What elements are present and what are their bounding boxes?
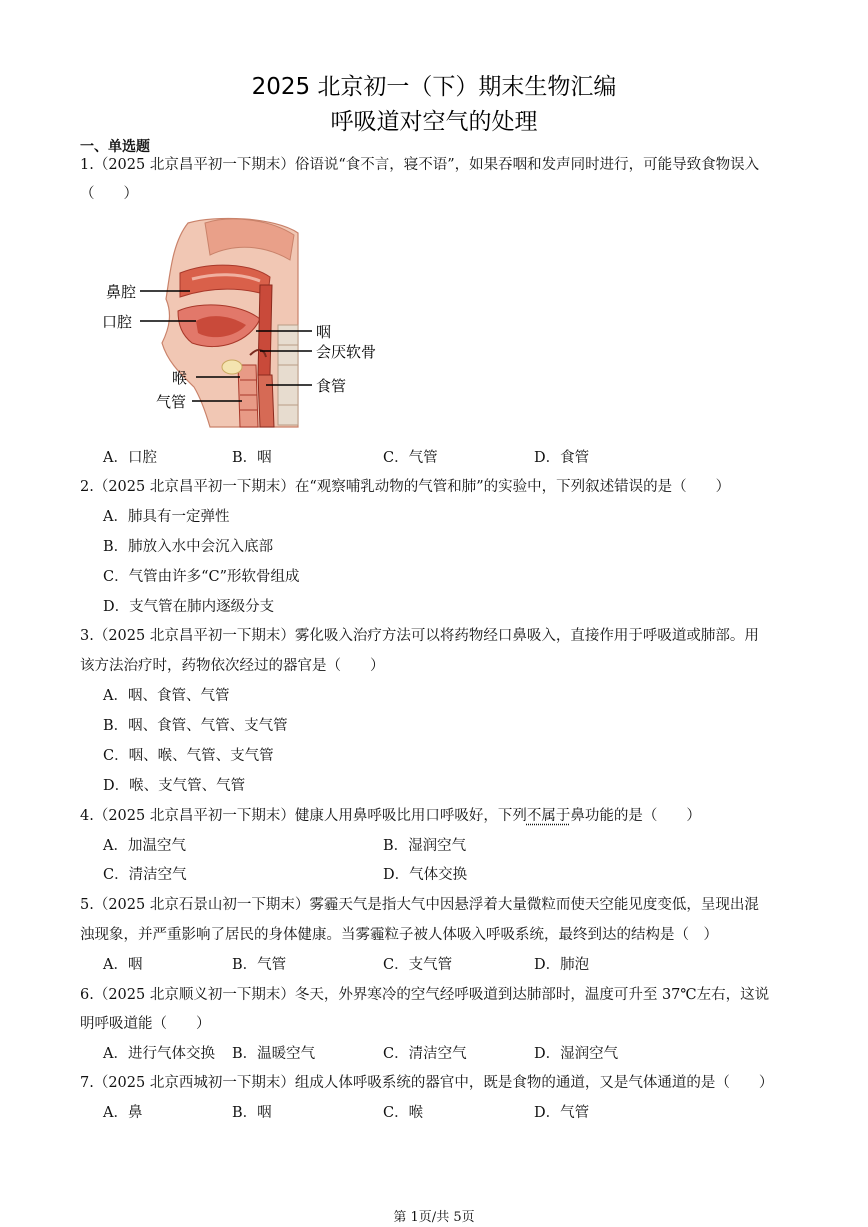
q6-option-d[interactable]: D．湿润空气	[534, 1046, 619, 1062]
q6-option-b[interactable]: B．温暖空气	[232, 1046, 316, 1062]
label-epiglottis: 会厌软骨	[316, 343, 377, 361]
section-heading: 一、单选题	[80, 139, 150, 155]
question-6-text: 6.（2025 北京顺义初一下期末）冬天，外界寒冷的空气经呼吸道到达肺部时，温度可升至 37℃左右，这说	[80, 987, 770, 1003]
question-1-text: 1.（2025 北京昌平初一下期末）俗语说“食不言，寝不语”，如果吞咽和发声同时进行，可能导致食物误入	[80, 157, 760, 173]
question-5-text: 5.（2025 北京石景山初一下期末）雾霾天气是指大气中因悬浮着大量微粒而使天空能见度变低，呈现出混	[80, 897, 759, 913]
q4-option-a[interactable]: A．加温空气	[103, 838, 186, 854]
q2-option-d[interactable]: D．支气管在肺内逐级分支	[103, 599, 275, 615]
question-4-text	[80, 806, 701, 826]
question-4-text-pre: 4.（2025 北京昌平初一下期末）健康人用鼻呼吸比用口呼吸好，下列	[80, 808, 527, 824]
question-5-text-cont: 浊现象，并严重影响了居民的身体健康。当雾霾粒子被人体吸入呼吸系统，最终到达的结构是（ ）	[80, 927, 718, 943]
q1-option-c[interactable]: C．气管	[383, 450, 438, 466]
q7-option-b[interactable]: B．咽	[232, 1105, 272, 1121]
label-pharynx: 咽	[316, 323, 332, 341]
q3-option-d[interactable]: D．喉、支气管、气管	[103, 778, 246, 794]
q3-option-b[interactable]: B．咽、食管、气管、支气管	[103, 718, 288, 734]
label-trachea: 气管	[156, 393, 187, 411]
q1-option-a[interactable]: A．口腔	[103, 450, 157, 466]
q7-option-c[interactable]: C．喉	[383, 1105, 424, 1121]
label-larynx: 喉	[172, 369, 188, 387]
q3-option-c[interactable]: C．咽、喉、气管、支气管	[103, 748, 274, 764]
label-esophagus: 食管	[316, 377, 347, 395]
question-3-text-cont: 该方法治疗时，药物依次经过的器官是（ ）	[80, 658, 385, 674]
q2-option-a[interactable]: A．肺具有一定弹性	[103, 509, 230, 525]
question-7-text: 7.（2025 北京西城初一下期末）组成人体呼吸系统的器官中，既是食物的通道，又是气体通道的是（ ）	[80, 1075, 774, 1091]
q4-option-b[interactable]: B．湿润空气	[383, 838, 467, 854]
anatomy-diagram	[100, 215, 420, 435]
q7-option-a[interactable]: A．鼻	[103, 1105, 143, 1121]
q5-option-a[interactable]: A．咽	[103, 957, 143, 973]
q3-option-a[interactable]: A．咽、食管、气管	[103, 688, 230, 704]
question-1-paren: （ ）	[80, 186, 138, 202]
q2-option-c[interactable]: C．气管由许多“C”形软骨组成	[103, 569, 300, 585]
q6-option-a[interactable]: A．进行气体交换	[103, 1046, 215, 1062]
question-4-text-post: 鼻功能的是（ ）	[570, 808, 701, 824]
page-subtitle: 呼吸道对空气的处理	[330, 109, 538, 135]
label-nasal-cavity: 鼻腔	[106, 283, 137, 301]
question-6-text-cont: 明呼吸道能（ ）	[80, 1016, 211, 1032]
q5-option-d[interactable]: D．肺泡	[534, 957, 590, 973]
q6-option-c[interactable]: C．清洁空气	[383, 1046, 467, 1062]
label-oral-cavity: 口腔	[102, 313, 133, 331]
question-2-text: 2.（2025 北京昌平初一下期末）在“观察哺乳动物的气管和肺”的实验中，下列叙述错误的是（ ）	[80, 479, 731, 495]
page-title: 2025 北京初一（下）期末生物汇编	[251, 74, 617, 100]
q4-option-d[interactable]: D．气体交换	[383, 867, 468, 883]
q5-option-c[interactable]: C．支气管	[383, 957, 453, 973]
q2-option-b[interactable]: B．肺放入水中会沉入底部	[103, 539, 274, 555]
q7-option-d[interactable]: D．气管	[534, 1105, 590, 1121]
q5-option-b[interactable]: B．气管	[232, 957, 287, 973]
q1-option-d[interactable]: D．食管	[534, 450, 590, 466]
respiratory-tract-figure	[100, 215, 420, 435]
question-4-emphasis: 不属于	[526, 808, 571, 824]
q4-option-c[interactable]: C．清洁空气	[103, 867, 187, 883]
page-number: 第 1页/共 5页	[393, 1210, 475, 1225]
q1-option-b[interactable]: B．咽	[232, 450, 272, 466]
question-3-text: 3.（2025 北京昌平初一下期末）雾化吸入治疗方法可以将药物经口鼻吸入，直接作用于呼吸道或肺部。用	[80, 628, 759, 644]
